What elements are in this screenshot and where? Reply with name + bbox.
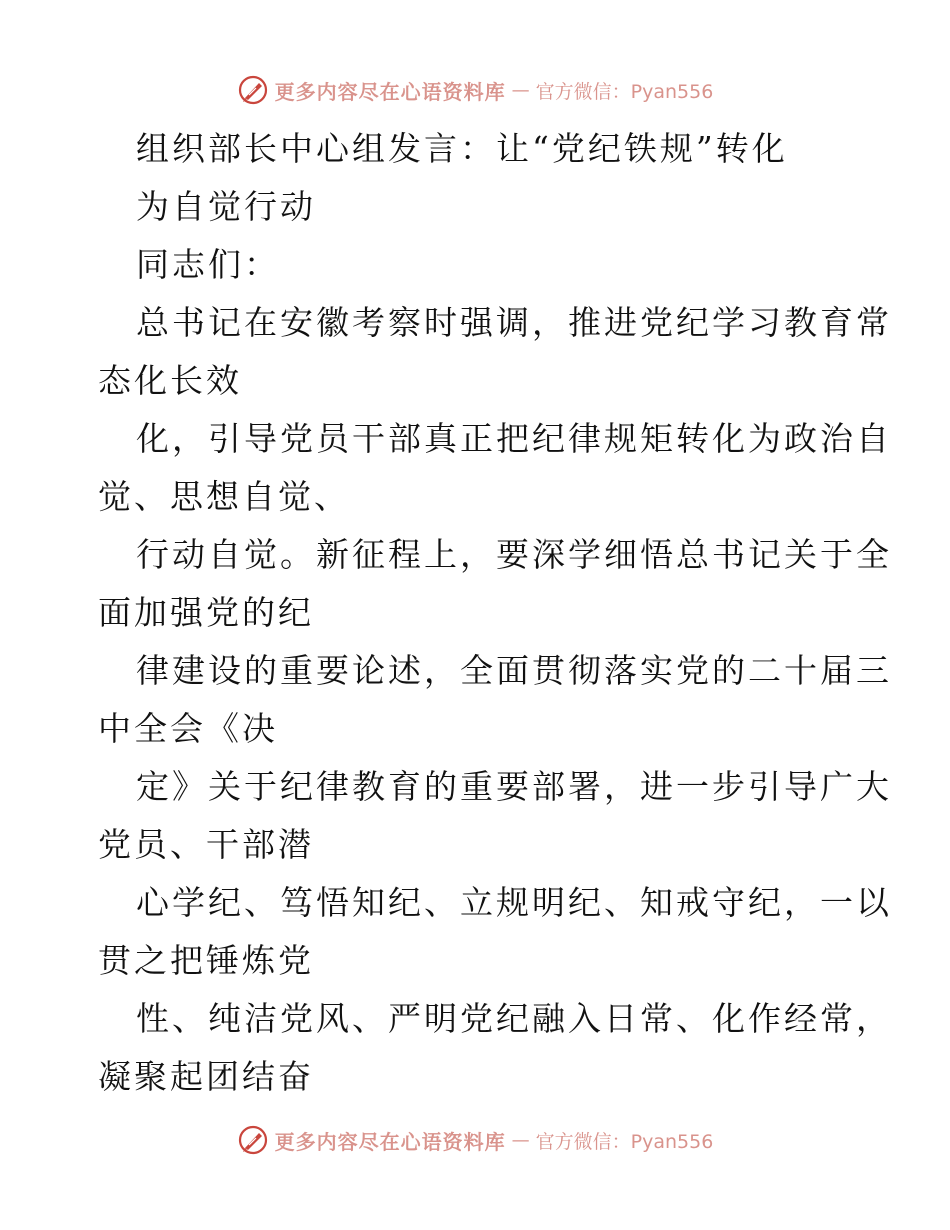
- paragraph-line: 行动自觉。新征程上，要深学细悟总书记关于全: [136, 535, 892, 574]
- banner-contact-text: 官方微信：Pyan556: [535, 80, 714, 103]
- paragraph-line: 凝聚起团结奋: [98, 1057, 314, 1096]
- banner-brand-text: 更多内容尽在心语资料库: [274, 1129, 506, 1154]
- paragraph-line: 心学纪、笃悟知纪、立规明纪、知戒守纪，一以: [136, 883, 892, 922]
- banner-separator: —: [511, 79, 530, 101]
- paragraph-line: 面加强党的纪: [98, 593, 314, 632]
- paragraph-line: 觉、思想自觉、: [98, 477, 350, 516]
- salutation: 同志们：: [136, 245, 280, 284]
- banner-brand-text: 更多内容尽在心语资料库: [274, 79, 506, 104]
- quill-pen-logo-icon: [237, 74, 269, 106]
- paragraph-line: 定》关于纪律教育的重要部署，进一步引导广大: [136, 767, 892, 806]
- banner-separator: —: [511, 1129, 530, 1151]
- paragraph-line: 性、纯洁党风、严明党纪融入日常、化作经常，: [136, 999, 892, 1038]
- document-title-line-2: 为自觉行动: [136, 187, 316, 226]
- footer-watermark-banner: [0, 1120, 950, 1160]
- paragraph-line: 总书记在安徽考察时强调，推进党纪学习教育常: [136, 303, 892, 342]
- paragraph-line: 中全会《决: [98, 709, 278, 748]
- paragraph-line: 党员、干部潜: [98, 825, 314, 864]
- paragraph-line: 化，引导党员干部真正把纪律规矩转化为政治自: [136, 419, 892, 458]
- document-title-line-1: 组织部长中心组发言：让“党纪铁规”转化: [136, 129, 788, 168]
- quill-pen-logo-icon: [237, 1124, 269, 1156]
- header-watermark-banner: [0, 70, 950, 110]
- banner-contact-text: 官方微信：Pyan556: [535, 1130, 714, 1153]
- paragraph-line: 贯之把锤炼党: [98, 941, 314, 980]
- paragraph-line: 态化长效: [98, 361, 242, 400]
- paragraph-line: 律建设的重要论述，全面贯彻落实党的二十届三: [136, 651, 892, 690]
